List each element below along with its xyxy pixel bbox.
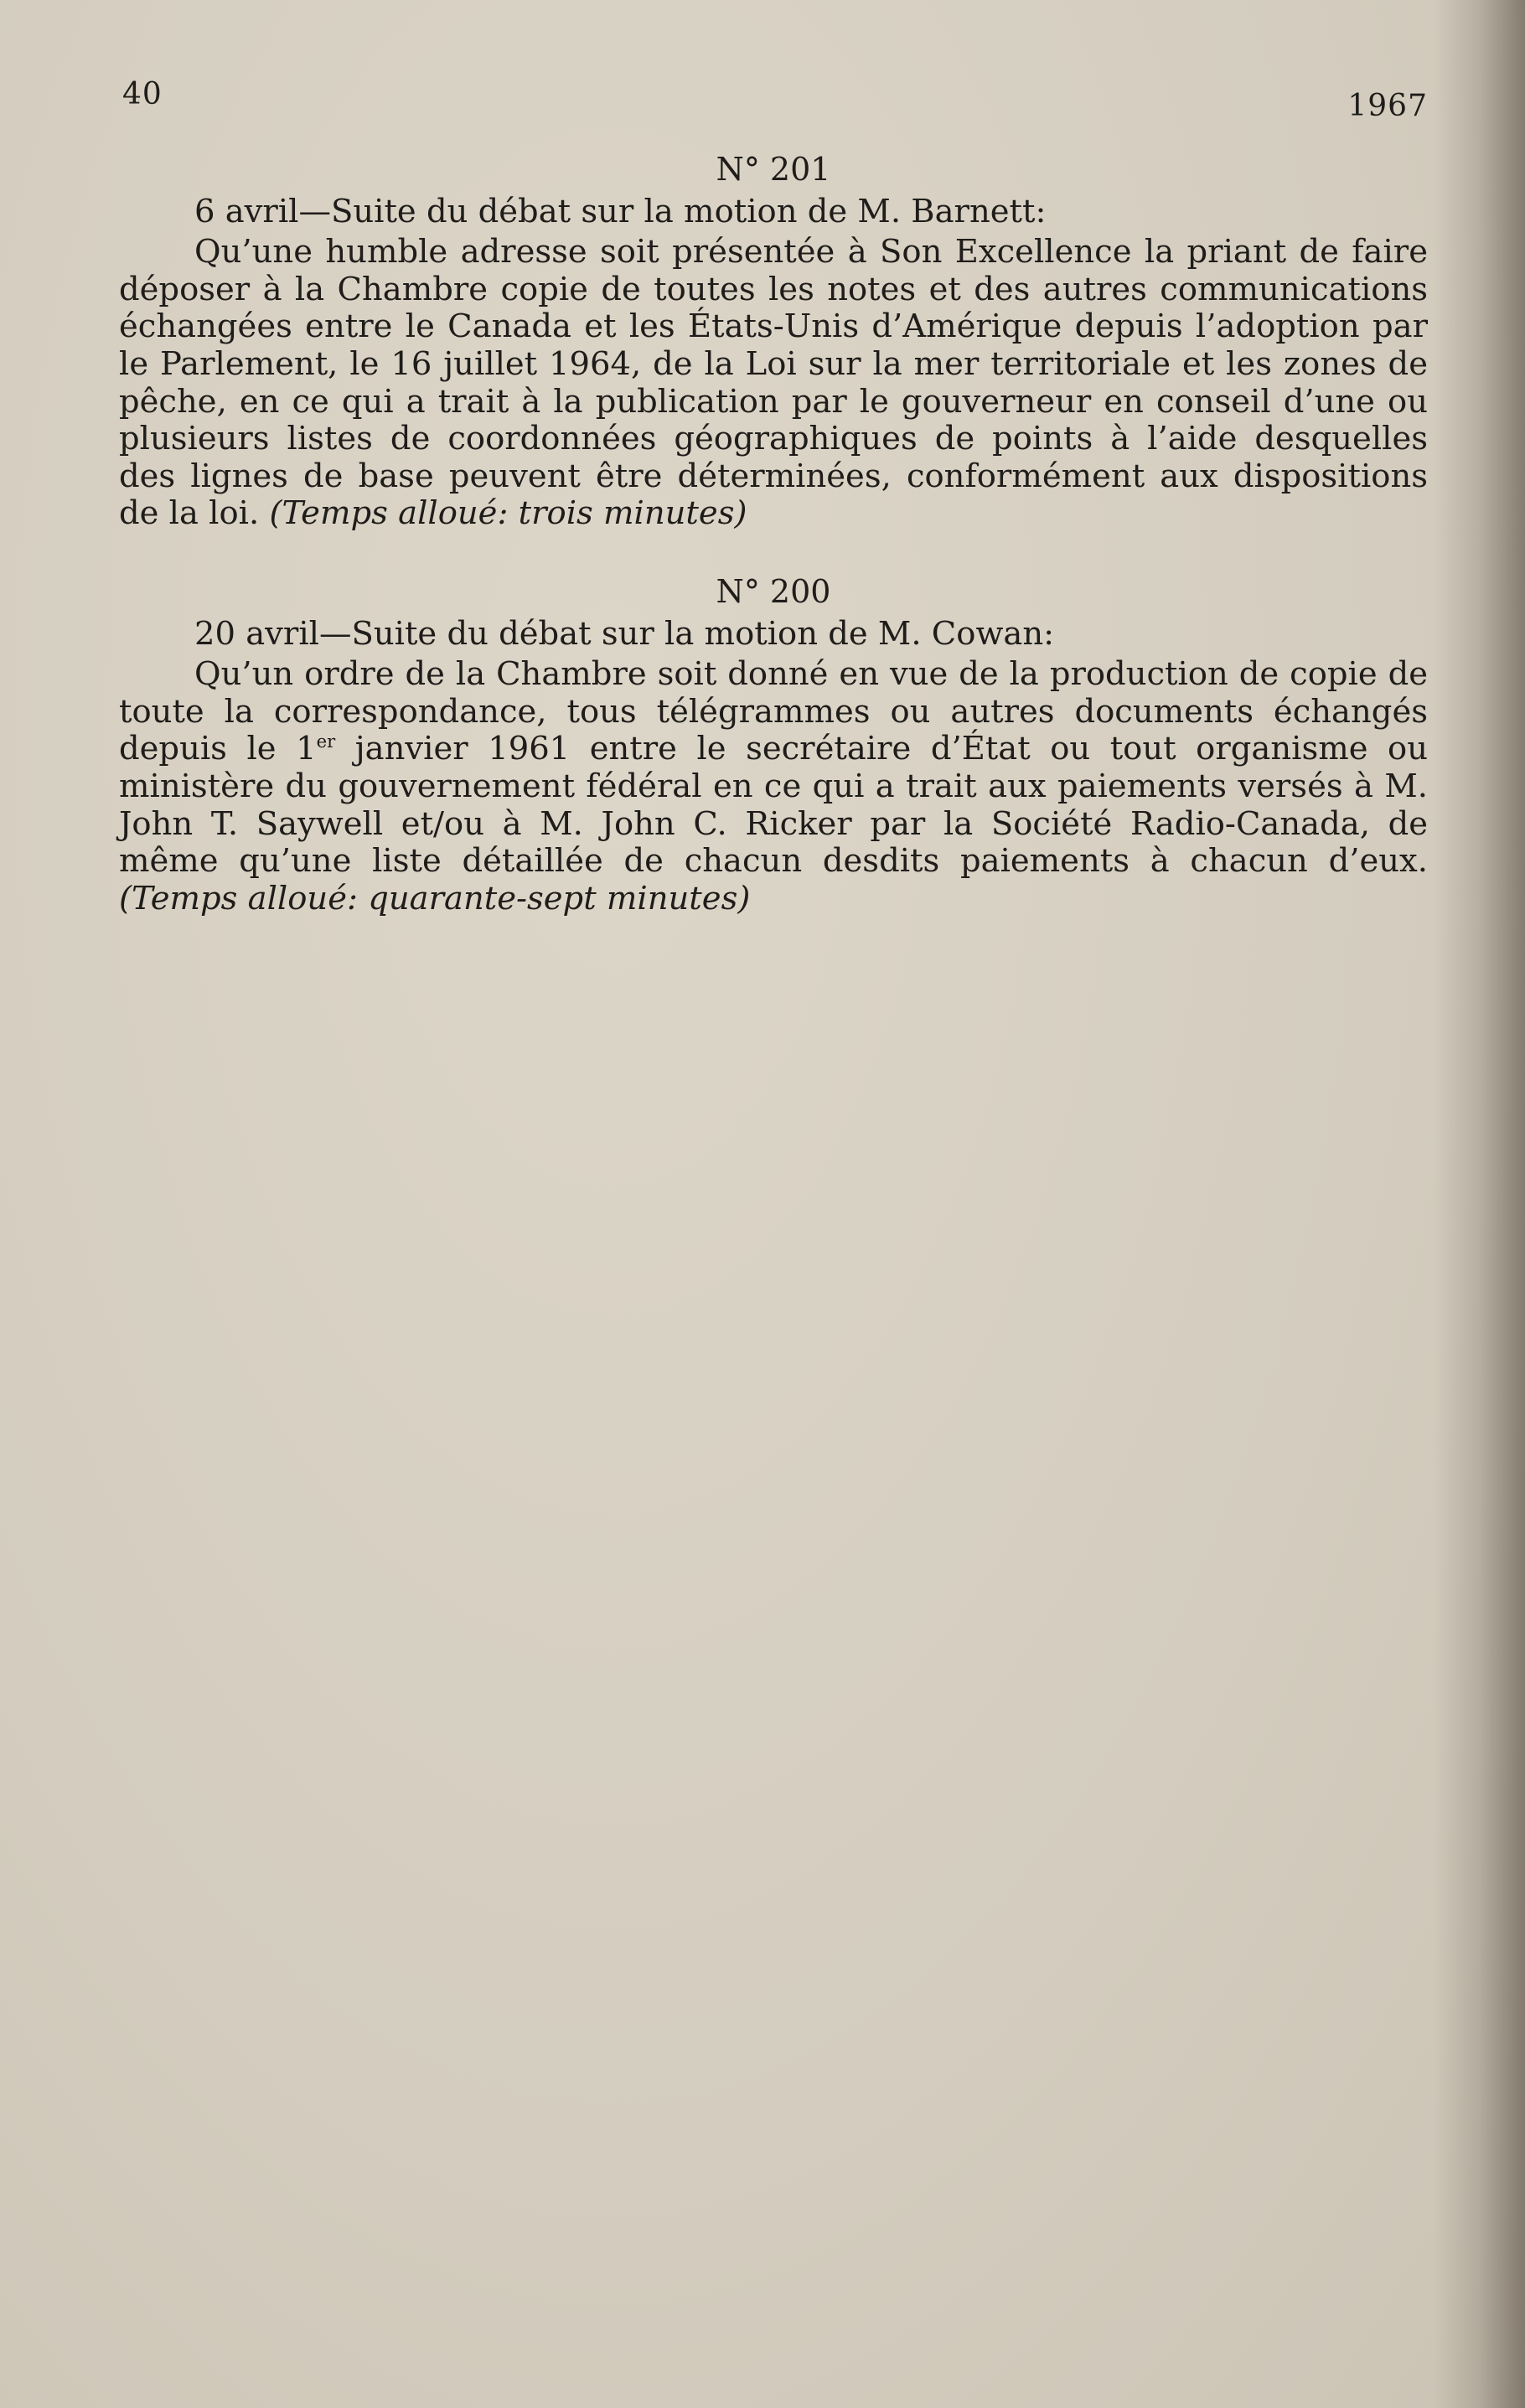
page-number: 40 [122,77,163,111]
motion-number: N° 201 [716,151,831,188]
order-paper-content [119,151,1428,917]
debate-date-line: 20 avril—Suite du débat sur la motion de M. Cowan: [194,614,1055,653]
motion-number: N° 200 [716,572,831,610]
motion-text [119,656,1428,917]
time-allotted: (Temps alloué: quarante-sept minutes) [119,879,751,917]
motion-text [119,234,1428,533]
motion-200 [119,573,1428,917]
debate-date-line: 6 avril—Suite du débat sur la motion de M. Barnett: [194,192,1047,230]
motion-body-part1: Qu’un ordre de la Chambre soit donné en vue de la production de copie de toute la correspondance, tous télégrammes ou autres documents échangés depuis le 1 [119,655,1428,768]
ordinal-superscript: er [316,731,336,752]
motion-body: Qu’une humble adresse soit présentée à Son Excellence la priant de faire déposer à la Chambre copie de toutes les notes et des autres communications échangées entre le Canada et les États-Unis d’Amérique depuis l’adoption par le Parlement, le 16 juillet 1964, de la Loi sur la mer territoriale et les zones de pêche, en ce qui a trait à la publication par le gouverneur en conseil d’une ou plusieurs listes de coordonnées géographiques de points à l’aide desquelles des lignes de base peuvent être déterminées, conformément aux dispositions de la loi. [119,233,1428,533]
motion-201 [119,151,1428,533]
motion-body-part2: janvier 1961 entre le secrétaire d’État ou tout organisme ou ministère du gouvernement fédéral en ce qui a trait aux paiements versés à M. John T. Saywell et/ou à M. John C. Ricker par la Société Radio-Canada, de même qu’une liste détaillée de chacun desdits paiements à chacun d’eux. [119,730,1428,881]
time-allotted: (Temps alloué: trois minutes) [269,494,747,533]
year-header: 1967 [1347,89,1428,123]
